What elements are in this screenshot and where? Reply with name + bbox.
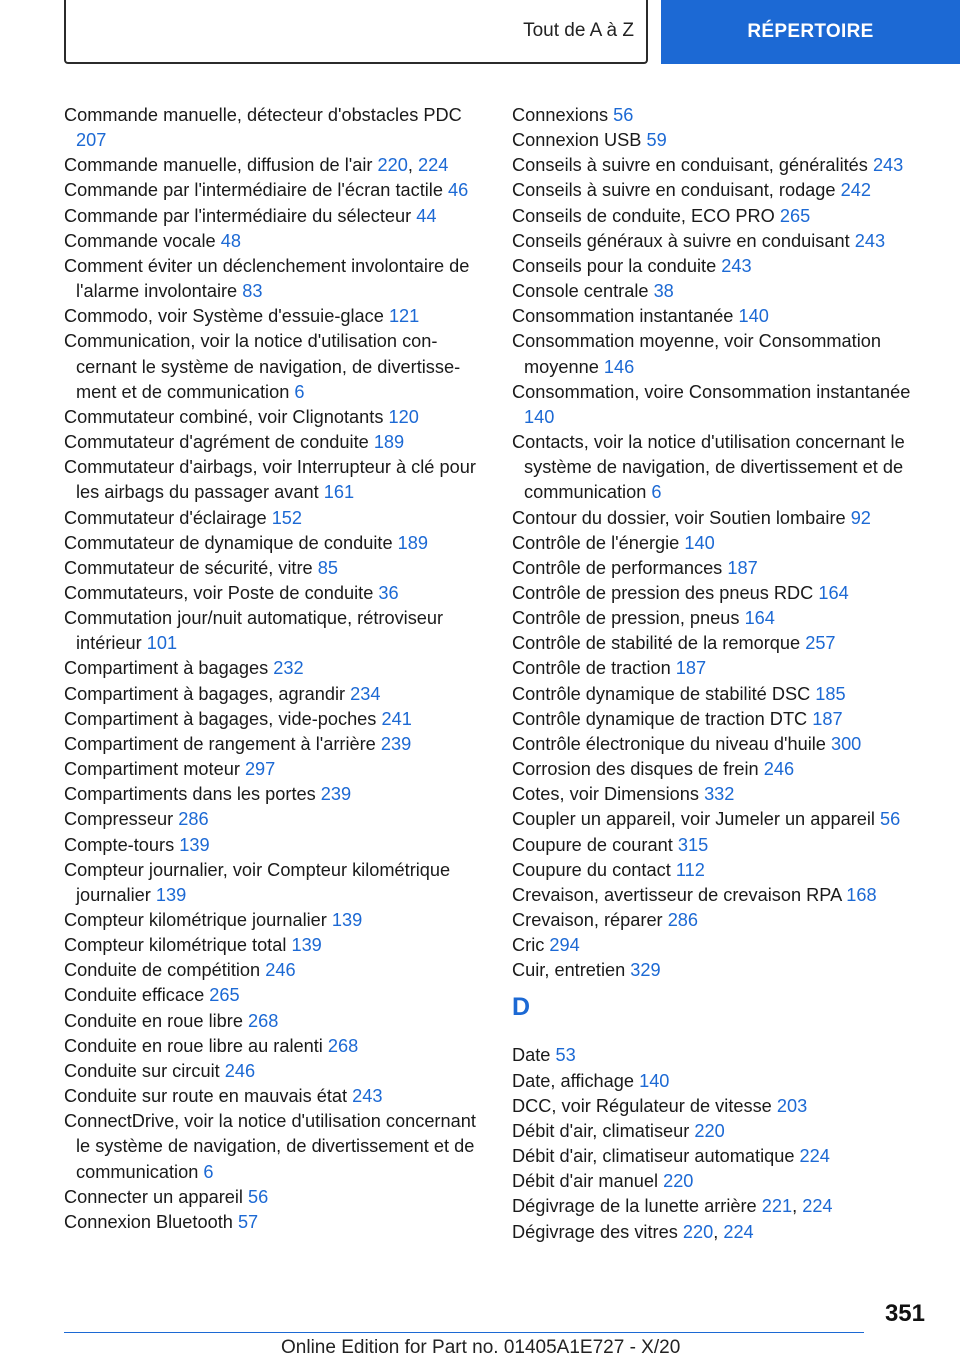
page-reference-link[interactable]: 112 xyxy=(675,859,705,880)
index-entry-text: Conduite en roue libre au ralenti xyxy=(64,1035,323,1056)
page-reference-link[interactable]: 185 xyxy=(815,683,846,704)
page-reference-link[interactable]: 224 xyxy=(417,155,449,176)
page-reference-link[interactable]: 6 xyxy=(203,1161,214,1182)
index-entry xyxy=(512,556,932,581)
index-entry xyxy=(64,455,484,505)
index-entry-text: Dégivrage des vitres xyxy=(512,1221,678,1242)
page-reference-link[interactable]: 246 xyxy=(763,759,795,780)
index-entry-text: Commande par l'intermédiaire de l'écran tactile xyxy=(64,180,443,201)
index-entry xyxy=(512,581,932,606)
index-entry xyxy=(512,1144,932,1169)
index-entry xyxy=(512,279,932,304)
index-entry-text: Contrôle de traction xyxy=(512,658,671,679)
index-entry-text: Connexion Bluetooth xyxy=(64,1211,233,1232)
page-reference-link[interactable]: 220 xyxy=(663,1171,694,1192)
index-entry-text: Compteur kilométrique total xyxy=(64,935,287,956)
page-reference-link[interactable]: 164 xyxy=(818,582,849,603)
index-entry xyxy=(512,833,932,858)
page-reference-link[interactable]: 224 xyxy=(723,1221,754,1242)
index-entry xyxy=(512,1043,932,1068)
index-entry-text: Cuir, entretien xyxy=(512,960,626,981)
index-entry xyxy=(512,1119,932,1144)
index-column-left xyxy=(64,103,484,1235)
index-entry xyxy=(512,883,932,908)
index-entry-text: Contrôle de pression, pneus xyxy=(512,608,740,629)
page-reference-link[interactable]: 297 xyxy=(244,759,276,780)
index-entry-text: Conduite efficace xyxy=(64,985,205,1006)
page-reference-link[interactable]: 257 xyxy=(805,633,836,654)
index-entry-text: Corrosion des disques de frein xyxy=(512,759,759,780)
page-reference-link[interactable]: 187 xyxy=(727,557,758,578)
page-reference-link[interactable]: 243 xyxy=(872,155,904,176)
index-entry-text: Date xyxy=(512,1045,551,1066)
page-number: 351 xyxy=(884,1300,925,1327)
page-reference-link[interactable]: 164 xyxy=(744,608,775,629)
page-reference-link[interactable]: 152 xyxy=(271,507,303,528)
index-entry xyxy=(512,178,932,203)
index-entry xyxy=(64,707,484,732)
index-entry-text: Comment éviter un déclenchement involontaire de l'alarme involontaire xyxy=(64,255,470,302)
index-entry-text: Compartiment moteur xyxy=(64,759,240,780)
index-entry-text: Compartiment à bagages xyxy=(64,658,269,679)
index-entry-text: Compresseur xyxy=(64,809,174,830)
index-entry-text: Compartiments dans les portes xyxy=(64,784,316,805)
page-reference-link[interactable]: 92 xyxy=(850,507,871,528)
index-entry xyxy=(512,380,932,430)
index-entry: Dégivrage de la lunette arrière 221, 224 xyxy=(512,1196,833,1217)
index-entry xyxy=(512,656,932,681)
index-entry-text: Connexions xyxy=(512,105,609,125)
page-reference-link[interactable]: 268 xyxy=(327,1035,359,1056)
page-reference-link[interactable]: 221 xyxy=(761,1196,793,1217)
index-entry xyxy=(64,958,484,983)
page-reference-link[interactable]: 83 xyxy=(242,281,263,302)
index-entry-text: Compartiment à bagages, vide-poches xyxy=(64,708,377,729)
tab-repertoire-label: RÉPERTOIRE xyxy=(747,21,874,42)
page-reference-link[interactable]: 220 xyxy=(682,1221,714,1242)
index-entry-text: Conseils pour la conduite xyxy=(512,255,717,276)
index-entry-text: Compteur kilométrique journalier xyxy=(64,910,327,930)
page-reference-link[interactable]: 146 xyxy=(603,356,635,377)
page-reference-link[interactable]: 56 xyxy=(880,809,901,830)
tab-az-label: Tout de A à Z xyxy=(523,20,634,41)
index-entry xyxy=(64,682,484,707)
index-entry-text: Conduite en roue libre xyxy=(64,1010,243,1031)
index-entry-text: Compartiment à bagages, agrandir xyxy=(64,683,346,704)
page-reference-link[interactable]: 139 xyxy=(291,935,322,956)
index-entry-text: Crevaison, avertisseur de crevaison RPA xyxy=(512,884,842,905)
index-entry xyxy=(64,506,484,531)
index-entry-text: Consommation, voire Consommation instantanée xyxy=(512,381,911,402)
index-entry-text: DCC, voir Régulateur de vitesse xyxy=(512,1095,772,1116)
index-entry-text: Commande manuelle, diffusion de l'air xyxy=(64,155,373,176)
index-entry xyxy=(512,1094,932,1119)
index-entry xyxy=(512,606,932,631)
page-reference-link[interactable]: 265 xyxy=(209,985,240,1006)
index-entry-text: Console centrale xyxy=(512,281,649,302)
page-reference-link[interactable]: 232 xyxy=(273,658,304,679)
index-entry xyxy=(512,958,932,983)
header-tabs xyxy=(0,0,960,66)
index-entry xyxy=(64,1059,484,1084)
index-entry xyxy=(64,983,484,1008)
page-reference-link[interactable]: 189 xyxy=(373,432,405,453)
index-entry-text: Communication, voir la notice d'utilisation concernant le système de navigation, de divertissement et de communication xyxy=(64,331,461,402)
page-reference-link[interactable]: 85 xyxy=(317,557,338,578)
page-reference-link[interactable]: 120 xyxy=(388,406,419,427)
index-entry-text: Compteur journalier, voir Compteur kilométrique journalier xyxy=(64,859,451,905)
index-entry-text: Contrôle de stabilité de la remorque xyxy=(512,633,801,654)
page-reference-link[interactable]: 139 xyxy=(155,884,187,905)
index-entry xyxy=(512,1169,932,1194)
index-entry xyxy=(512,128,932,153)
index-entry-text: Contrôle dynamique de traction DTC xyxy=(512,708,808,729)
index-entry xyxy=(512,329,932,379)
index-entry-text: Commande par l'intermédiaire du sélecteur xyxy=(64,205,412,226)
page-reference-link[interactable]: 246 xyxy=(224,1060,256,1081)
section-letter-heading: D xyxy=(512,993,531,1022)
page-reference-link[interactable]: 140 xyxy=(524,406,555,427)
page-reference-link[interactable]: 48 xyxy=(220,230,241,251)
index-entry-text: Contacts, voir la notice d'utilisation concernant le système de navigation, de divertissement et de communication xyxy=(512,432,905,503)
index-entry xyxy=(512,782,932,807)
index-entry-text: Contour du dossier, voir Soutien lombaire xyxy=(512,507,846,528)
index-entry xyxy=(64,103,484,153)
index-entry xyxy=(512,807,932,832)
index-entry-text: Consommation moyenne, voir Consommation moyenne xyxy=(512,331,881,377)
index-entry xyxy=(512,531,932,556)
page-reference-link[interactable]: 243 xyxy=(352,1086,383,1107)
index-entry-text: Cotes, voir Dimensions xyxy=(512,784,699,805)
index-entry: Dégivrage des vitres 220, 224 xyxy=(512,1221,754,1242)
index-entry xyxy=(64,1034,484,1059)
index-entry xyxy=(512,304,932,329)
index-entry-text: Conduite sur route en mauvais état xyxy=(64,1086,348,1107)
index-entry-text: Contrôle de l'énergie xyxy=(512,532,680,553)
index-entry xyxy=(64,304,484,329)
page-reference-link[interactable]: 56 xyxy=(248,1186,269,1207)
index-entry-text: Coupler un appareil, voir Jumeler un appareil xyxy=(512,809,875,830)
index-entry-text: Compartiment de rangement à l'arrière xyxy=(64,733,376,754)
page-reference-link[interactable]: 38 xyxy=(653,281,674,302)
page-reference-link[interactable]: 220 xyxy=(694,1120,725,1141)
index-entry xyxy=(512,1069,932,1094)
index-entry-text: Date, affichage xyxy=(512,1070,635,1091)
index-entry xyxy=(64,1185,484,1210)
index-entry xyxy=(64,531,484,556)
index-entry xyxy=(512,732,932,757)
index-entry xyxy=(64,757,484,782)
index-entry xyxy=(512,631,932,656)
index-entry xyxy=(64,556,484,581)
index-entry-text: Consommation instantanée xyxy=(512,306,734,327)
index-column-right xyxy=(512,103,932,1245)
page-reference-link[interactable]: 140 xyxy=(639,1070,670,1091)
index-entry xyxy=(64,807,484,832)
index-entry xyxy=(64,405,484,430)
index-entry-text: Commutateur d'agrément de conduite xyxy=(64,432,369,453)
page-reference-link[interactable]: 220 xyxy=(377,155,408,176)
index-entry xyxy=(512,858,932,883)
index-entry xyxy=(64,229,484,254)
index-entry xyxy=(512,707,932,732)
page-reference-link[interactable]: 46 xyxy=(448,180,469,201)
page-reference-link[interactable]: 56 xyxy=(613,105,634,125)
page-reference-link[interactable]: 6 xyxy=(651,482,662,503)
page-reference-link[interactable]: 187 xyxy=(812,708,843,729)
index-entry xyxy=(64,1009,484,1034)
index-entry-text: Contrôle de pression des pneus RDC xyxy=(512,582,814,603)
index-entry-text: Conseils généraux à suivre en conduisant xyxy=(512,230,850,251)
page-reference-link[interactable]: 161 xyxy=(323,482,355,503)
page-reference-link[interactable]: 239 xyxy=(380,733,412,754)
index-entry xyxy=(64,1109,484,1184)
index-entry-text: Connexion USB xyxy=(512,130,642,151)
page-reference-link[interactable]: 121 xyxy=(388,306,420,327)
page-reference-link[interactable]: 189 xyxy=(397,532,429,553)
index-entry-text: Cric xyxy=(512,935,545,956)
index-entry-text: Débit d'air manuel xyxy=(512,1171,659,1192)
page-reference-link[interactable]: 332 xyxy=(704,784,735,805)
page-reference-link[interactable]: 268 xyxy=(248,1010,279,1031)
index-entry xyxy=(512,430,932,505)
index-entry xyxy=(512,204,932,229)
index-entry-text: Coupure de courant xyxy=(512,834,673,855)
index-entry xyxy=(64,908,484,933)
index-entry-text: Contrôle de performances xyxy=(512,557,723,578)
page-reference-link[interactable]: 246 xyxy=(265,960,296,981)
index-entry-text: Contrôle électronique du niveau d'huile xyxy=(512,733,826,754)
index-entry-text: ConnectDrive, voir la notice d'utilisation concernant le système de navigation, de divertissement et de communication xyxy=(64,1111,476,1182)
index-list-c xyxy=(512,103,932,983)
page-reference-link[interactable]: 57 xyxy=(237,1211,259,1232)
index-entry-text: Conseils à suivre en conduisant, généralités xyxy=(512,155,868,176)
page-reference-link[interactable]: 286 xyxy=(667,910,699,930)
page-reference-link[interactable]: 44 xyxy=(416,205,437,226)
index-entry xyxy=(64,782,484,807)
index-entry-text: Commutation jour/nuit automatique, rétroviseur intérieur xyxy=(64,608,444,654)
index-entry xyxy=(64,1084,484,1109)
index-entry xyxy=(512,682,932,707)
page-reference-link[interactable]: 139 xyxy=(179,834,210,855)
index-entry xyxy=(512,153,932,178)
index-entry-text: Débit d'air, climatiseur xyxy=(512,1120,690,1141)
page-reference-link[interactable]: 241 xyxy=(381,708,412,729)
page-reference-link[interactable]: 59 xyxy=(646,130,667,151)
index-entry-text: Débit d'air, climatiseur automatique xyxy=(512,1146,795,1167)
index-entry-text: Commodo, voir Système d'essuie-glace xyxy=(64,306,384,327)
page-reference-link[interactable]: 36 xyxy=(378,582,399,603)
index-entry-text: Commande manuelle, détecteur d'obstacles PDC xyxy=(64,105,462,125)
tab-repertoire[interactable] xyxy=(661,0,960,64)
index-entry-text: Commutateur de dynamique de conduite xyxy=(64,532,393,553)
page-reference-link[interactable]: 140 xyxy=(738,306,769,327)
index-list-d xyxy=(512,1043,932,1244)
index-entry-text: Commutateur de sécurité, vitre xyxy=(64,557,313,578)
page-reference-link[interactable]: 203 xyxy=(776,1095,808,1116)
index-entry xyxy=(64,1210,484,1235)
index-entry xyxy=(512,506,932,531)
index-entry-text: Commande vocale xyxy=(64,230,216,251)
page-reference-link[interactable]: 243 xyxy=(854,230,886,251)
index-entry-text: Coupure du contact xyxy=(512,859,671,880)
page-reference-link[interactable]: 6 xyxy=(294,381,305,402)
index-entry-text: Commutateurs, voir Poste de conduite xyxy=(64,582,374,603)
page-reference-link[interactable]: 224 xyxy=(802,1196,833,1217)
page-reference-link[interactable]: 224 xyxy=(799,1146,830,1167)
index-entry xyxy=(64,933,484,958)
index-entry-text: Connecter un appareil xyxy=(64,1186,243,1207)
index-entry-text: Dégivrage de la lunette arrière xyxy=(512,1196,757,1217)
page-reference-link[interactable]: 265 xyxy=(779,205,811,226)
footer-divider xyxy=(64,1332,864,1333)
page-reference-link[interactable]: 243 xyxy=(721,255,752,276)
index-entry xyxy=(512,229,932,254)
index-entry xyxy=(64,732,484,757)
index-entry xyxy=(64,606,484,656)
index-entry-text: Conseils de conduite, ECO PRO xyxy=(512,205,775,226)
page-reference-link[interactable]: 101 xyxy=(146,633,178,654)
page-reference-link[interactable]: 187 xyxy=(675,658,707,679)
page-reference-link[interactable]: 234 xyxy=(350,683,381,704)
index-entry-text: Conduite sur circuit xyxy=(64,1060,220,1081)
index-entry xyxy=(512,908,932,933)
index-entry-text: Contrôle dynamique de stabilité DSC xyxy=(512,683,811,704)
index-entry xyxy=(512,757,932,782)
page-reference-link[interactable]: 294 xyxy=(549,935,580,956)
index-entry xyxy=(512,933,932,958)
page-reference-link[interactable]: 286 xyxy=(178,809,209,830)
footer-edition-text: Online Edition for Part no. 01405A1E727 - X/20 xyxy=(281,1337,681,1358)
page-reference-link[interactable]: 239 xyxy=(320,784,352,805)
page-reference-link[interactable]: 140 xyxy=(684,532,715,553)
page-reference-link[interactable]: 168 xyxy=(846,884,877,905)
index-entry xyxy=(64,581,484,606)
index-entry-text: Commutateur d'éclairage xyxy=(64,507,267,528)
index-entry-text: Crevaison, réparer xyxy=(512,910,663,930)
index-entry xyxy=(64,329,484,404)
index-entry xyxy=(64,656,484,681)
index-entry-text: Compte-tours xyxy=(64,834,175,855)
index-entry-text: Conduite de compétition xyxy=(64,960,261,981)
index-entry xyxy=(512,254,932,279)
tab-tout-de-a-a-z[interactable] xyxy=(64,0,648,64)
index-entry xyxy=(64,178,484,203)
index-entry xyxy=(64,858,484,908)
index-entry xyxy=(64,254,484,304)
index-entry xyxy=(64,833,484,858)
index-entry-text: Conseils à suivre en conduisant, rodage xyxy=(512,180,836,201)
index-entry-text: Commutateur d'airbags, voir Interrupteur à clé pour les airbags du passager avant xyxy=(64,457,476,503)
index-entry: Commande manuelle, diffusion de l'air 220, 224 xyxy=(64,155,449,176)
page-reference-link[interactable]: 242 xyxy=(840,180,871,201)
index-entry xyxy=(512,103,932,128)
page-reference-link[interactable]: 300 xyxy=(830,733,862,754)
page-reference-link[interactable]: 329 xyxy=(630,960,661,981)
index-entry xyxy=(64,204,484,229)
page-reference-link[interactable]: 207 xyxy=(76,130,107,151)
page-reference-link[interactable]: 139 xyxy=(331,910,363,930)
index-entry xyxy=(64,430,484,455)
page-reference-link[interactable]: 53 xyxy=(555,1045,576,1066)
index-entry-text: Commutateur combiné, voir Clignotants xyxy=(64,406,384,427)
page-reference-link[interactable]: 315 xyxy=(677,834,709,855)
